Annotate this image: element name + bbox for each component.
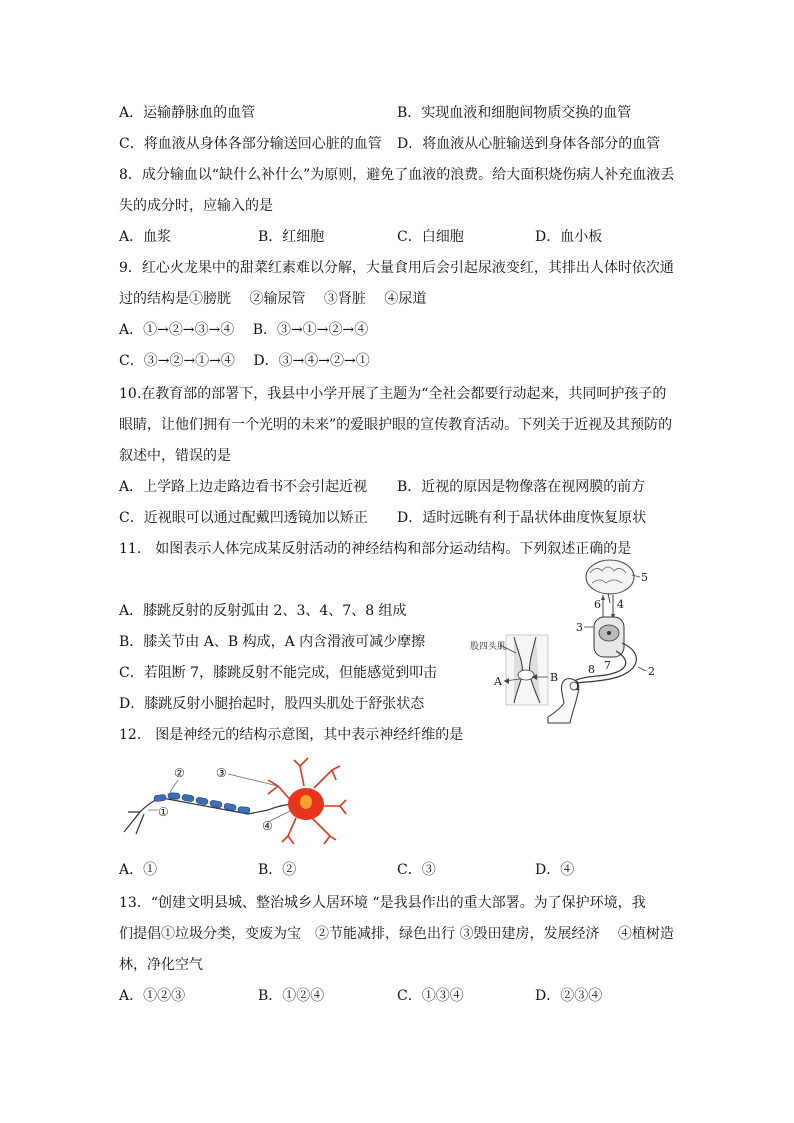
knee-joint-illustration (506, 635, 548, 705)
q13-option-d: D．②③④ (535, 988, 603, 1004)
label-2: 2 (648, 665, 655, 678)
label-8: 8 (588, 663, 595, 676)
q13-option-c: C．①③④ (397, 988, 464, 1004)
brain-illustration (586, 560, 634, 603)
q8-option-b: B．红细胞 (258, 229, 325, 245)
cell-body (268, 758, 346, 844)
spinal-cord-illustration (594, 617, 624, 657)
q11-option-c: C．若阻断 7，膝跳反射不能完成，但能感觉到叩击 (119, 665, 438, 681)
q11-option-a: A．膝跳反射的反射弧由 2、3、4、7、8 组成 (119, 603, 407, 619)
q7-option-b: B．实现血液和细胞间物质交换的血管 (397, 105, 632, 121)
q13-stem-line2: 们提倡①垃圾分类，变废为宝 ②节能减排，绿色出行 ③毁田建房，发展经济 ④植树造 (119, 926, 674, 942)
q8-option-c: C．白细胞 (397, 229, 464, 245)
q10-stem-line1: 10.在教育部的部署下，我县中小学开展了主题为“全社会都要行动起来，共同呵护孩子的 (119, 386, 667, 402)
label-1: 1 (574, 680, 581, 693)
q11-stem: 11. 如图表示人体完成某反射活动的神经结构和部分运动结构。下列叙述正确的是 (119, 541, 632, 557)
label-circled-2: ② (174, 766, 185, 780)
q12-option-d: D．④ (535, 862, 575, 878)
q10-option-c: C．近视眼可以通过配戴凹透镜加以矫正 (119, 510, 368, 526)
neuron-figure (118, 756, 348, 846)
q10-option-b: B．近视的原因是物像落在视网膜的前方 (397, 479, 646, 495)
q7-option-d: D．将血液从心脏输送到身体各部分的血管 (397, 136, 661, 152)
label-5: 5 (641, 571, 648, 584)
q13-stem-line1: 13．“创建文明县城、整治城乡人居环境 “是我县作出的重大部署。为了保护环境，我 (119, 895, 646, 911)
q12-stem: 12. 图是神经元的结构示意图，其中表示神经纤维的是 (119, 727, 464, 743)
q9-stem-line2: 过的结构是①膀胱 ②输尿管 ③肾脏 ④尿道 (119, 291, 427, 307)
label-A: A (494, 675, 502, 688)
q12-option-c: C．③ (397, 862, 436, 878)
q12-option-b: B．② (258, 862, 297, 878)
label-3: 3 (576, 621, 583, 634)
reflex-arc-figure (460, 553, 680, 725)
q9-options-cd: C．③→②→①→④ D．③→④→②→① (119, 353, 370, 369)
label-7: 7 (604, 659, 611, 672)
label-circled-3: ③ (216, 766, 227, 780)
q7-option-a: A．运输静脉血的血管 (119, 105, 256, 121)
q11-option-b: B．膝关节由 A、B 构成，A 内含滑液可减少摩擦 (119, 634, 426, 650)
q13-option-a: A．①②③ (119, 988, 186, 1004)
label-6: 6 (594, 598, 601, 611)
q10-stem-line3: 叙述中，错误的是 (119, 448, 231, 464)
q9-stem-line1: 9．红心火龙果中的甜菜红素难以分解，大量食用后会引起尿液变红，其排出人体时依次通 (119, 260, 674, 276)
q10-stem-line2: 眼睛，让他们拥有一个光明的未来”的爱眼护眼的宣传教育活动。下列关于近视及其预防的 (119, 417, 673, 433)
q7-option-c: C．将血液从身体各部分输送回心脏的血管 (119, 136, 382, 152)
q8-stem-line1: 8．成分输血以“缺什么补什么”为原则，避免了血液的浪费。给大面积烧伤病人补充血液丢 (119, 167, 675, 183)
q9-options-ab: A．①→②→③→④ B．③→①→②→④ (119, 322, 369, 338)
label-B: B (550, 671, 559, 684)
q8-stem-line2: 失的成分时，应输入的是 (119, 198, 273, 214)
label-quadriceps: 股四头肌 (470, 642, 507, 652)
q8-option-a: A．血浆 (119, 229, 172, 245)
q11-option-d: D．膝跳反射小腿抬起时，股四头肌处于舒张状态 (119, 696, 425, 712)
q13-stem-line3: 林，净化空气 (119, 957, 203, 973)
q10-option-d: D．适时远眺有利于晶状体曲度恢复原状 (397, 510, 647, 526)
q10-option-a: A．上学路上边走路边看书不会引起近视 (119, 479, 368, 495)
q12-option-a: A．① (119, 862, 158, 878)
q13-option-b: B．①②④ (258, 988, 325, 1004)
label-circled-1: ① (158, 805, 169, 819)
q8-option-d: D．血小板 (535, 229, 603, 245)
label-4: 4 (617, 598, 624, 611)
label-circled-4: ④ (262, 819, 273, 833)
